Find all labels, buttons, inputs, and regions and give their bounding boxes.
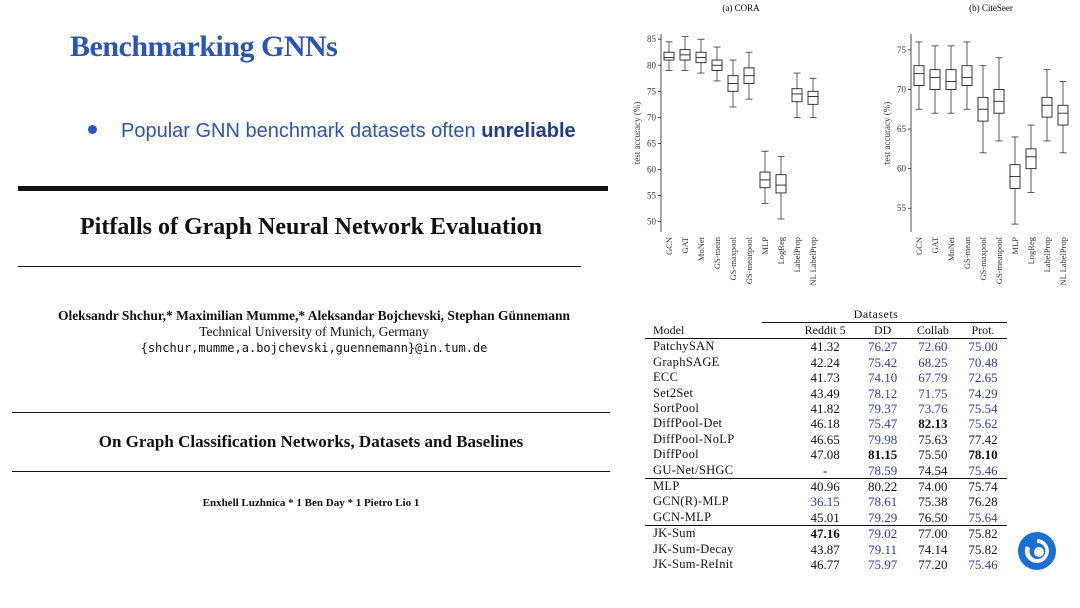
value-cell: 41.73 <box>810 370 840 386</box>
paper1-author-block <box>0 308 628 356</box>
value-cell: 78.12 <box>868 385 898 401</box>
citeseer-box-6 <box>1010 137 1020 224</box>
value-cell: 79.02 <box>868 526 898 542</box>
col-header-reddit: Reddit 5 <box>804 323 846 337</box>
value-cell: 78.10 <box>968 447 998 463</box>
paper1-affiliation: Technical University of Munich, Germany <box>199 324 429 339</box>
cora-x-tick-label: LogReg <box>776 237 786 265</box>
value-cell: 79.11 <box>868 541 898 557</box>
value-cell: 77.00 <box>918 526 948 542</box>
model-name-cell: JK-Sum-Decay <box>653 541 734 556</box>
table-row <box>645 479 1007 495</box>
value-cell: 75.50 <box>918 447 948 463</box>
citeseer-x-tick-label: GAT <box>930 237 940 254</box>
bullet-dot-icon <box>88 125 97 134</box>
value-cell: 75.46 <box>968 462 998 478</box>
cora-x-tick-label: GS-maxpool <box>728 237 738 281</box>
value-cell: 74.54 <box>918 462 948 478</box>
model-name-cell: PatchySAN <box>653 339 715 354</box>
value-cell: 74.10 <box>868 370 898 386</box>
value-cell: 36.15 <box>810 494 840 510</box>
cora-box-3 <box>712 47 722 81</box>
value-cell: 47.08 <box>810 447 840 463</box>
paper1-email: {shchur,mumme,a.bojchevski,guennemann}@in.tum.de <box>140 341 488 355</box>
value-cell: 46.77 <box>810 557 840 573</box>
cora-box-6 <box>760 151 770 203</box>
citeseer-y-tick-label: 55 <box>897 203 906 214</box>
value-cell: 72.65 <box>968 370 998 386</box>
paper2-title: On Graph Classification Networks, Datasets and Baselines <box>98 432 524 451</box>
value-cell: 75.97 <box>868 557 898 573</box>
model-name-cell: GCN-MLP <box>653 509 712 524</box>
table-row <box>645 416 1007 431</box>
value-cell: 79.29 <box>868 509 898 525</box>
citeseer-y-axis-label: test accuracy (%) <box>882 101 892 165</box>
col-header-dd: DD <box>874 323 892 337</box>
cora-box-body <box>792 89 802 102</box>
value-cell: 75.64 <box>968 509 998 525</box>
value-cell: 74.00 <box>918 479 948 495</box>
value-cell: 74.14 <box>918 541 948 557</box>
citeseer-box-body <box>1058 105 1068 125</box>
col-header-collab: Collab <box>916 323 949 337</box>
table-row <box>645 355 1007 370</box>
value-cell: 78.59 <box>868 462 898 478</box>
citeseer-x-tick-label: MoNet <box>946 237 956 262</box>
citeseer-box-7 <box>1026 125 1036 192</box>
value-cell: 43.87 <box>810 541 840 557</box>
value-cell: 46.65 <box>810 431 840 447</box>
value-cell: 75.46 <box>968 557 998 573</box>
value-cell: 76.27 <box>868 339 898 355</box>
value-cell: 75.62 <box>968 416 998 432</box>
value-cell: 42.24 <box>810 354 840 370</box>
value-cell: 71.75 <box>918 385 948 401</box>
model-name-cell: GraphSAGE <box>653 354 720 369</box>
value-cell: 81.15 <box>868 447 898 463</box>
citeseer-x-tick-label: NL LabelProp <box>1058 237 1068 286</box>
citeseer-x-tick-label: LogReg <box>1026 237 1036 265</box>
cora-y-axis-label: test accuracy (%) <box>632 101 642 165</box>
model-name-cell: SortPool <box>653 401 700 416</box>
value-cell: 75.47 <box>868 416 898 432</box>
citeseer-box-5 <box>994 58 1004 141</box>
value-cell: 75.63 <box>918 431 948 447</box>
citeseer-x-tick-label: GCN <box>914 237 924 255</box>
value-cell: 75.82 <box>968 526 998 542</box>
paper1-title-rule <box>18 266 581 267</box>
slide-title: Benchmarking GNNs <box>70 30 338 63</box>
citeseer-x-tick-label: GS-maxpool <box>978 237 988 281</box>
value-cell: 74.29 <box>968 385 998 401</box>
citeseer-boxplot-chart <box>876 0 1076 305</box>
cora-x-tick-label: GS-meanpool <box>744 237 754 285</box>
citeseer-box-3 <box>962 42 972 109</box>
value-cell: 75.00 <box>968 339 998 355</box>
citeseer-y-tick-label: 60 <box>897 163 906 174</box>
table-row <box>645 447 1007 462</box>
paper1-title: Pitfalls of Graph Neural Network Evaluation <box>80 214 542 240</box>
results-table-grid <box>645 323 1007 573</box>
cora-box-2 <box>696 39 706 73</box>
table-row <box>645 510 1007 526</box>
value-cell: 75.74 <box>968 479 998 495</box>
citeseer-box-1 <box>930 46 940 113</box>
citeseer-x-tick-label: LabelProp <box>1042 237 1052 273</box>
citeseer-box-8 <box>1042 70 1052 141</box>
model-name-cell: GU-Net/SHGC <box>653 462 734 477</box>
value-cell: 70.48 <box>968 354 998 370</box>
citeseer-box-body <box>1042 97 1052 117</box>
table-row <box>645 526 1007 542</box>
model-name-cell: ECC <box>653 370 679 385</box>
model-name-cell: DiffPool-Det <box>653 416 723 431</box>
value-cell: 75.38 <box>918 494 948 510</box>
table-row <box>645 432 1007 447</box>
value-cell: 76.28 <box>968 494 998 510</box>
value-cell: 80.22 <box>868 479 898 495</box>
citeseer-x-tick-label: GS-meanpool <box>994 237 1004 285</box>
citeseer-box-body <box>946 70 956 90</box>
value-cell: 40.96 <box>810 479 840 495</box>
table-body <box>645 339 1007 573</box>
bullet-text: Popular GNN benchmark datasets often <box>121 120 482 142</box>
model-name-cell: JK-Sum-ReInit <box>653 557 734 572</box>
cora-y-tick-label: 60 <box>647 164 656 175</box>
model-name-cell: DiffPool <box>653 447 699 462</box>
table-row <box>645 401 1007 416</box>
cora-box-body <box>664 52 674 60</box>
value-cell: 77.20 <box>918 557 948 573</box>
value-cell: 47.16 <box>810 526 840 542</box>
table-row <box>645 463 1007 479</box>
value-cell: 72.60 <box>918 339 948 355</box>
value-cell: 76.50 <box>918 509 948 525</box>
value-cell: 68.25 <box>918 354 948 370</box>
cora-box-body <box>808 91 818 104</box>
cora-y-tick-label: 65 <box>647 138 656 149</box>
value-cell: 73.76 <box>918 401 948 417</box>
model-name-cell: DiffPool-NoLP <box>653 431 735 446</box>
bullet-emphasis: unreliable <box>481 120 576 142</box>
value-cell: - <box>822 462 828 478</box>
model-name-cell: Set2Set <box>653 385 694 400</box>
value-cell: 67.79 <box>918 370 948 386</box>
cora-y-tick-label: 85 <box>647 34 656 45</box>
logo-icon <box>1017 531 1057 571</box>
cora-y-tick-label: 80 <box>647 60 656 71</box>
model-name-cell: GCN(R)-MLP <box>653 494 729 509</box>
citeseer-y-tick-label: 65 <box>897 124 906 135</box>
citeseer-chart-title: (b) CiteSeer <box>969 3 1013 13</box>
cora-box-1 <box>680 37 690 71</box>
value-cell: 79.98 <box>868 431 898 447</box>
cora-x-tick-label: MLP <box>760 237 770 255</box>
table-row <box>645 557 1007 572</box>
citeseer-x-tick-label: MLP <box>1010 237 1020 255</box>
cora-y-tick-label: 75 <box>647 86 656 97</box>
bullet-point <box>88 120 576 143</box>
col-header-prot: Prot. <box>971 323 995 337</box>
citeseer-y-tick-label: 70 <box>897 84 906 95</box>
paper2-top-rule <box>12 412 610 413</box>
value-cell: 43.49 <box>810 385 840 401</box>
table-row <box>645 542 1007 557</box>
cora-x-tick-label: GAT <box>680 237 690 254</box>
cora-box-8 <box>792 73 802 117</box>
col-header-model: Model <box>653 323 685 337</box>
citeseer-box-9 <box>1058 82 1068 153</box>
table-row <box>645 494 1007 509</box>
citeseer-box-4 <box>978 66 988 153</box>
cora-y-tick-label: 55 <box>647 190 656 201</box>
value-cell: 45.01 <box>810 509 840 525</box>
datasets-results-table <box>645 307 1007 573</box>
cora-y-tick-label: 50 <box>647 216 656 227</box>
value-cell: 75.42 <box>868 354 898 370</box>
value-cell: 46.18 <box>810 416 840 432</box>
cora-boxplot-chart <box>625 0 830 305</box>
cora-box-4 <box>728 60 738 107</box>
cora-box-7 <box>776 156 786 219</box>
citeseer-y-tick-label: 75 <box>897 44 906 55</box>
citeseer-box-body <box>930 70 940 90</box>
citeseer-x-tick-label: GS-mean <box>962 237 972 270</box>
cora-chart-title: (a) CORA <box>722 3 760 13</box>
citeseer-box-body <box>962 66 972 86</box>
cora-x-tick-label: MoNet <box>696 237 706 262</box>
citeseer-box-body <box>1026 149 1036 169</box>
citeseer-box-2 <box>946 46 956 113</box>
cora-y-tick-label: 70 <box>647 112 656 123</box>
table-group-header: Datasets <box>853 307 899 321</box>
citeseer-box-body <box>914 66 924 86</box>
citeseer-box-0 <box>914 42 924 109</box>
value-cell: 75.82 <box>968 541 998 557</box>
model-name-cell: JK-Sum <box>653 526 696 541</box>
paper1-top-rule <box>18 186 608 191</box>
cora-box-0 <box>664 42 674 71</box>
value-cell: 82.13 <box>918 416 948 432</box>
table-row <box>645 370 1007 385</box>
paper2-bottom-rule <box>12 471 610 472</box>
value-cell: 75.54 <box>968 401 998 417</box>
table-header-row <box>645 323 1007 339</box>
value-cell: 41.32 <box>810 339 840 355</box>
value-cell: 79.37 <box>868 401 898 417</box>
cora-box-9 <box>808 78 818 117</box>
paper2-authors: Enxhell Luzhnica * 1 Ben Day * 1 Pietro Lio 1 <box>202 497 420 509</box>
value-cell: 78.61 <box>868 494 898 510</box>
cora-x-tick-label: LabelProp <box>792 237 802 273</box>
table-row <box>645 386 1007 401</box>
cora-x-tick-label: NL LabelProp <box>808 237 818 286</box>
table-row <box>645 339 1007 355</box>
value-cell: 77.42 <box>968 431 998 447</box>
cora-x-tick-label: GS-mean <box>712 237 722 270</box>
cora-box-body <box>776 175 786 193</box>
cora-box-5 <box>744 52 754 99</box>
paper1-authors: Oleksandr Shchur,* Maximilian Mumme,* Aleksandar Bojchevski, Stephan Günnemann <box>57 308 571 323</box>
value-cell: 41.82 <box>810 401 840 417</box>
model-name-cell: MLP <box>653 479 680 494</box>
cora-x-tick-label: GCN <box>664 237 674 255</box>
